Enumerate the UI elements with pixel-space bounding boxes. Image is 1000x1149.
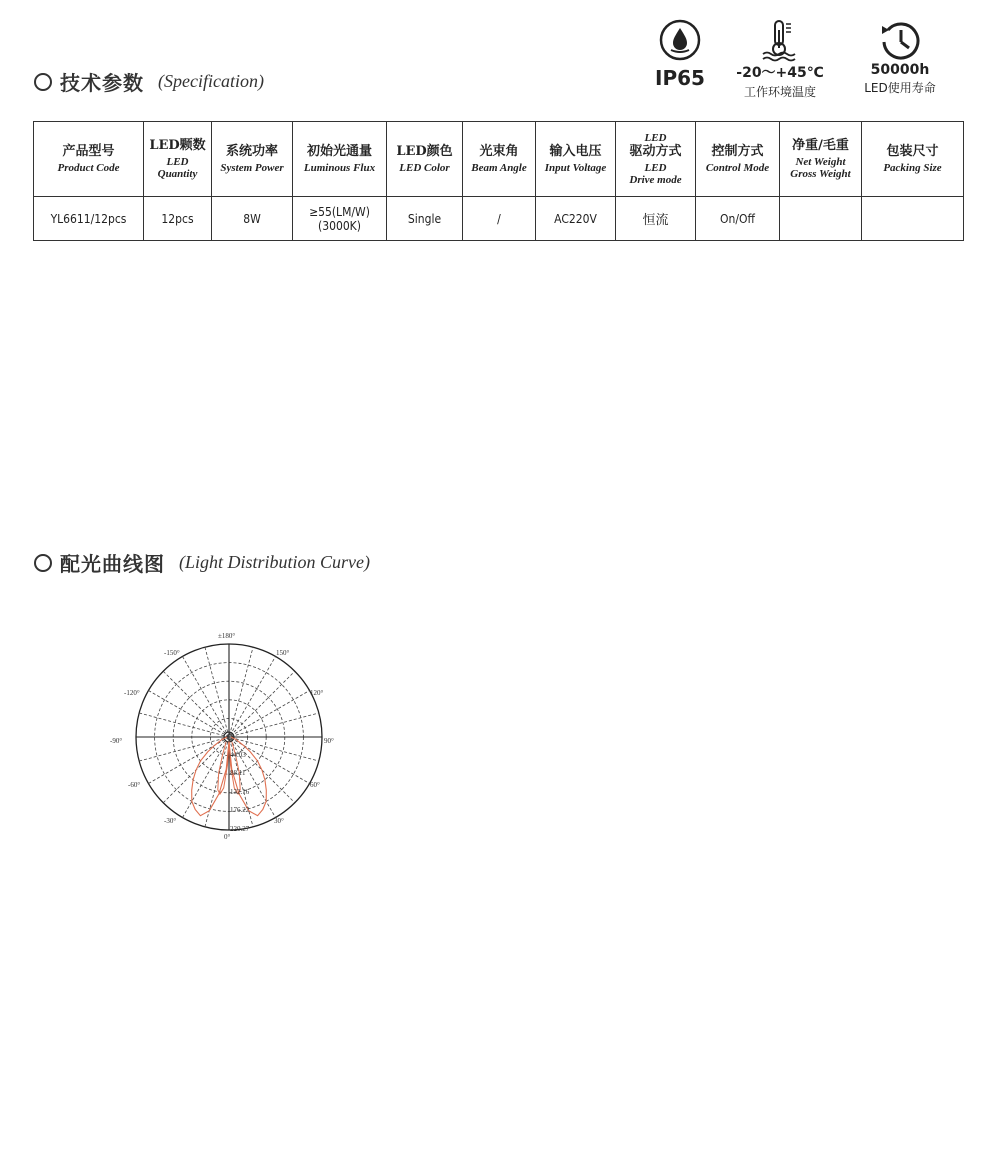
header-cn: 净重/毛重 xyxy=(792,138,849,153)
temperature-range: -20～+45℃ xyxy=(736,65,824,81)
ip-rating-label: IP65 xyxy=(655,66,705,90)
header-beam-angle xyxy=(463,122,536,197)
angle-label-p60: 60° xyxy=(310,781,320,789)
header-cn: 控制方式 xyxy=(711,144,764,159)
cell-beam-angle: / xyxy=(463,197,536,241)
header-cn-top: LED xyxy=(644,132,667,144)
radial-label: 132.16 xyxy=(230,788,250,796)
spec-section-heading xyxy=(34,67,264,96)
cell-led-quantity: 12pcs xyxy=(144,197,212,241)
angle-label-p30: 30° xyxy=(274,817,284,825)
angle-label-m60: -60° xyxy=(128,781,141,789)
header-en: System Power xyxy=(220,162,284,174)
angle-label-180: ±180° xyxy=(218,632,236,640)
table-row xyxy=(34,197,964,241)
cell-system-power: 8W xyxy=(212,197,293,241)
lifespan-caption: LED使用寿命 xyxy=(864,81,936,95)
spec-title-en: (Specification) xyxy=(158,71,264,91)
header-en-line2: Drive mode xyxy=(629,174,682,186)
header-en-line2: Quantity xyxy=(157,168,198,180)
header-packing-size xyxy=(862,122,964,197)
header-en: Control Mode xyxy=(705,162,770,174)
clock-icon xyxy=(878,18,922,62)
radial-label: 176.22 xyxy=(230,806,250,814)
header-en: Beam Angle xyxy=(471,162,527,174)
circle-bullet-icon xyxy=(34,73,52,91)
flux-value: ≥55(LM/W) xyxy=(309,204,370,219)
radial-label: 88.11 xyxy=(230,769,246,777)
feature-badges xyxy=(640,18,960,103)
cell-input-voltage: AC220V xyxy=(536,197,616,241)
temperature-badge xyxy=(730,18,830,100)
header-en: LED Color xyxy=(399,162,450,174)
header-product-code xyxy=(34,122,144,197)
distribution-curve xyxy=(192,737,229,816)
curve-title-cn: 配光曲线图 xyxy=(60,552,165,576)
header-cn: 产品型号 xyxy=(62,144,115,159)
cell-control-mode: On/Off xyxy=(696,197,780,241)
thermometer-icon xyxy=(758,18,802,62)
angle-label-m30: -30° xyxy=(164,817,177,825)
specification-table xyxy=(33,121,964,241)
radial-label: 44.03 xyxy=(230,751,246,759)
lifespan-value: 50000h xyxy=(870,62,930,78)
header-cn: 光束角 xyxy=(479,144,519,159)
header-en: Packing Size xyxy=(883,162,942,174)
header-en-line2: Gross Weight xyxy=(790,168,851,180)
cell-packing-size xyxy=(862,197,964,241)
header-en: Net Weight xyxy=(795,156,846,168)
curve-title-en: (Light Distribution Curve) xyxy=(179,552,371,572)
cell-weight xyxy=(780,197,862,241)
distribution-curve-inner xyxy=(218,742,229,794)
header-led-color xyxy=(387,122,463,197)
polar-grid xyxy=(136,644,322,830)
header-en: LED xyxy=(166,156,189,168)
angle-label-m150: -150° xyxy=(164,649,180,657)
header-weight xyxy=(780,122,862,197)
header-cn: 包装尺寸 xyxy=(886,144,939,159)
cell-product-code: YL6611/12pcs xyxy=(34,197,144,241)
ip-rating-badge xyxy=(640,18,720,90)
header-cn: 初始光通量 xyxy=(306,144,372,159)
angle-label-0: 0° xyxy=(224,833,231,841)
water-drop-icon xyxy=(658,18,702,62)
cell-luminous-flux xyxy=(293,197,387,241)
angle-label-m90: -90° xyxy=(110,737,123,745)
angle-label-p120: 120° xyxy=(310,689,324,697)
curve-section-heading xyxy=(34,548,370,577)
spec-title-cn: 技术参数 xyxy=(60,71,144,95)
header-en: LED xyxy=(644,162,667,174)
header-en: Product Code xyxy=(57,162,120,174)
angle-label-p90: 90° xyxy=(324,737,334,745)
header-en: Luminous Flux xyxy=(303,162,376,174)
header-system-power xyxy=(212,122,293,197)
flux-cct: (3000K) xyxy=(318,218,361,233)
header-cn: 驱动方式 xyxy=(629,144,682,159)
header-cn: LED颗数 xyxy=(149,138,206,153)
header-input-voltage xyxy=(536,122,616,197)
header-luminous-flux xyxy=(293,122,387,197)
header-led-quantity xyxy=(144,122,212,197)
angle-label-m120: -120° xyxy=(124,689,140,697)
lifespan-badge xyxy=(850,18,950,96)
angle-label-p150: 150° xyxy=(276,649,290,657)
distribution-curve-inner xyxy=(229,742,240,794)
header-drive-mode xyxy=(616,122,696,197)
header-cn: 系统功率 xyxy=(225,144,278,159)
temperature-caption: 工作环境温度 xyxy=(743,85,816,99)
table-header-row xyxy=(34,122,964,197)
radial-label: 220.27 xyxy=(230,825,250,833)
header-en: Input Voltage xyxy=(544,162,607,174)
light-distribution-polar-chart xyxy=(104,625,354,845)
header-cn: 输入电压 xyxy=(549,144,602,159)
circle-bullet-icon xyxy=(34,554,52,572)
cell-drive-mode: 恒流 xyxy=(616,197,696,241)
header-control-mode xyxy=(696,122,780,197)
cell-led-color: Single xyxy=(387,197,463,241)
header-cn: LED颜色 xyxy=(396,144,453,159)
